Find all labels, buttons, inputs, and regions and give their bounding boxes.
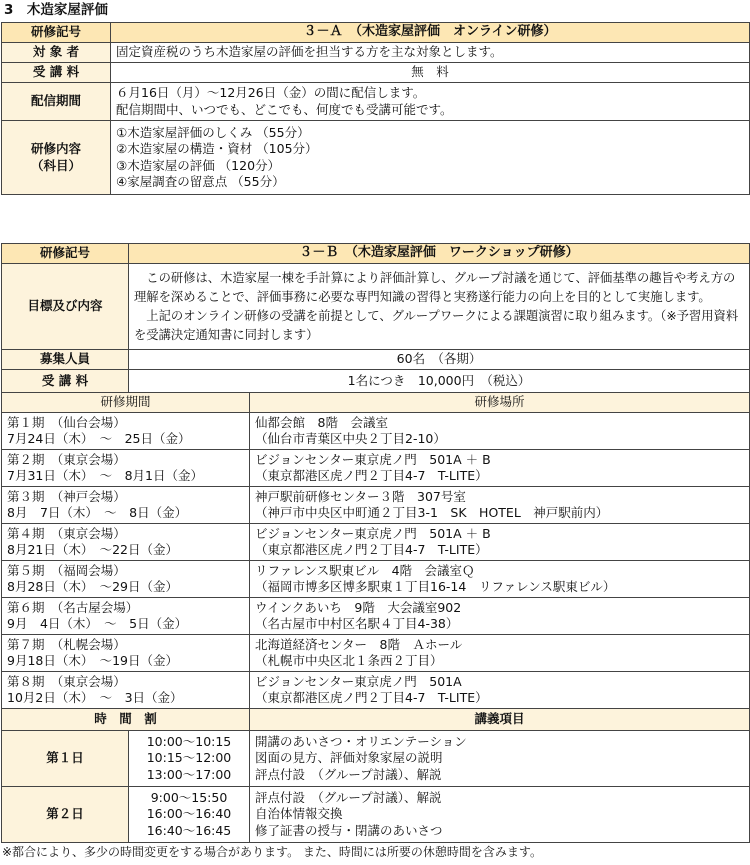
fee-label-a: 受 講 料 xyxy=(2,63,111,83)
topics-header: 講義項目 xyxy=(250,709,750,731)
goal-content xyxy=(129,264,750,350)
venue-name: ウインクあいち 9階 大会議室902 xyxy=(255,599,462,615)
venue-address: （東京都港区虎ノ門２丁目4-7 T-LITE） xyxy=(255,690,488,705)
session-dates: 8月 7日（木） ～ 8日（金） xyxy=(7,505,188,520)
content-item: ①木造家屋評価のしくみ （55分） xyxy=(116,125,310,140)
day-label: 第２日 xyxy=(2,787,129,843)
capacity-value: 60名 （各期） xyxy=(129,350,750,370)
topic-item: 修了証書の授与・閉講のあいさつ xyxy=(255,822,443,838)
day-times xyxy=(129,731,250,787)
goal-paragraph: 上記のオンライン研修の受講を前提として、グループワークによる課題演習に取り組みます。（※予習用資料を受講決定通知書に同封します） xyxy=(134,309,739,342)
session-venue xyxy=(250,413,750,450)
fee-value-a: 無 料 xyxy=(111,63,750,83)
target-label: 対 象 者 xyxy=(2,43,111,63)
topic-item: 評点付設 （グループ討議）、解説 xyxy=(255,766,442,782)
venue-header: 研修場所 xyxy=(250,393,750,413)
session-period xyxy=(2,413,250,450)
fee-value-b: 1名につき 10,000円 （税込） xyxy=(129,370,750,393)
content-label xyxy=(2,121,111,195)
venue-name: 仙都会館 8階 会議室 xyxy=(255,414,388,430)
topic-item: 自治体情報交換 xyxy=(255,806,343,822)
section-heading: 3 木造家屋評価 xyxy=(4,2,108,18)
session-term: 第３期 （神戸会場） xyxy=(7,488,126,504)
day-topics xyxy=(250,731,750,787)
session-venue xyxy=(250,487,750,524)
content-item: ②木造家屋の構造・資材 （105分） xyxy=(116,141,318,157)
session-period xyxy=(2,598,250,635)
day-times xyxy=(129,787,250,843)
venue-name: ビジョンセンター東京虎ノ門 501A xyxy=(255,673,462,689)
day-topics xyxy=(250,787,750,843)
session-venue xyxy=(250,450,750,487)
time-slot: 16:00～16:40 xyxy=(146,806,232,822)
content-item: ③木造家屋の評価 （120分） xyxy=(116,157,281,173)
session-venue xyxy=(250,561,750,598)
capacity-label: 募集人員 xyxy=(2,350,129,370)
session-period xyxy=(2,450,250,487)
session-term: 第８期 （東京会場） xyxy=(7,673,126,689)
venue-name: 北海道経済センター 8階 Ａホール xyxy=(255,636,463,652)
session-venue xyxy=(250,598,750,635)
session-term: 第４期 （東京会場） xyxy=(7,525,126,541)
venue-address: （名古屋市中村区名駅４丁目4-38） xyxy=(255,616,459,631)
table-3a-title: ３－Ａ （木造家屋評価 オンライン研修） xyxy=(111,23,750,43)
schedule-header: 時 間 割 xyxy=(2,709,250,731)
venue-name: 神戸駅前研修センター３階 307号室 xyxy=(255,488,466,504)
session-term: 第７期 （札幌会場） xyxy=(7,636,126,652)
goal-label: 目標及び内容 xyxy=(2,264,129,350)
content-label-line: （科目） xyxy=(30,157,81,173)
session-dates: 10月2日（木） ～ 3日（金） xyxy=(7,690,183,705)
fee-label-b: 受 講 料 xyxy=(2,370,129,393)
session-dates: 7月31日（木） ～ 8月1日（金） xyxy=(7,468,204,483)
table-3a-code-label: 研修記号 xyxy=(2,23,111,43)
venue-address: （福岡市博多区博多駅東１丁目16-14 リファレンス駅東ビル） xyxy=(255,579,616,594)
session-term: 第１期 （仙台会場） xyxy=(7,414,126,430)
venue-address: （東京都港区虎ノ門２丁目4-7 T-LITE） xyxy=(255,468,488,483)
session-period xyxy=(2,561,250,598)
time-slot: 13:00～17:00 xyxy=(146,766,232,782)
day-label: 第１日 xyxy=(2,731,129,787)
session-dates: 7月24日（木） ～ 25日（金） xyxy=(7,431,191,446)
venue-address: （仙台市青葉区中央２丁目2-10） xyxy=(255,431,446,446)
table-3b-code-label: 研修記号 xyxy=(2,244,129,264)
topic-item: 図面の見方、評価対象家屋の説明 xyxy=(255,750,443,766)
venue-name: ビジョンセンター東京虎ノ門 501A ＋ B xyxy=(255,525,491,541)
content-list xyxy=(111,121,750,195)
time-slot: 10:15～12:00 xyxy=(146,750,232,766)
session-venue xyxy=(250,524,750,561)
session-dates: 9月 4日（木） ～ 5日（金） xyxy=(7,616,188,631)
period-header: 研修期間 xyxy=(2,393,250,413)
venue-address: （神戸市中央区中町通２丁目3-1 SK HOTEL 神戸駅前内） xyxy=(255,505,609,520)
period-line: 配信期間中、いつでも、どこでも、何度でも受講可能です。 xyxy=(116,101,453,117)
table-3a xyxy=(1,22,750,195)
table-3b-title: ３－Ｂ （木造家屋評価 ワークショップ研修） xyxy=(129,244,750,264)
venue-address: （東京都港区虎ノ門２丁目4-7 T-LITE） xyxy=(255,542,488,557)
session-venue xyxy=(250,672,750,709)
session-dates: 8月28日（木） ～29日（金） xyxy=(7,579,179,594)
period-label: 配信期間 xyxy=(2,83,111,121)
footnote: ※都合により、多少の時間変更をする場合があります。 また、時間には所要の休憩時間を含みます。 xyxy=(2,845,542,859)
session-dates: 9月18日（木） ～19日（金） xyxy=(7,653,179,668)
goal-paragraph: この研修は、木造家屋一棟を手計算により評価計算し、グループ討議を通じて、評価基準の趣旨や考え方の理解を深めることで、評価事務に必要な専門知識の習得と実務遂行能力の向上を目的として実施します。 xyxy=(134,271,736,304)
session-term: 第２期 （東京会場） xyxy=(7,451,126,467)
session-period xyxy=(2,487,250,524)
topic-item: 開講のあいさつ・オリエンテーション xyxy=(255,734,467,750)
time-slot: 9:00～15:50 xyxy=(150,790,228,806)
period-value xyxy=(111,83,750,121)
content-label-line: 研修内容 xyxy=(30,141,81,157)
time-slot: 16:40～16:45 xyxy=(146,822,232,838)
topic-item: 評点付設 （グループ討議）、解説 xyxy=(255,790,442,806)
session-period xyxy=(2,672,250,709)
content-item: ④家屋調査の留意点 （55分） xyxy=(116,173,285,189)
session-dates: 8月21日（木） ～22日（金） xyxy=(7,542,179,557)
target-value: 固定資産税のうち木造家屋の評価を担当する方を主な対象とします。 xyxy=(111,43,750,63)
session-period xyxy=(2,524,250,561)
venue-address: （札幌市中央区北１条西２丁目） xyxy=(255,653,443,668)
table-3b xyxy=(1,243,750,843)
venue-name: リファレンス駅東ビル 4階 会議室Ｑ xyxy=(255,562,475,578)
time-slot: 10:00～10:15 xyxy=(146,734,232,750)
session-term: 第５期 （福岡会場） xyxy=(7,562,126,578)
session-period xyxy=(2,635,250,672)
period-line: ６月16日（月）～12月26日（金）の間に配信します。 xyxy=(116,85,426,101)
venue-name: ビジョンセンター東京虎ノ門 501A ＋ B xyxy=(255,451,491,467)
session-venue xyxy=(250,635,750,672)
session-term: 第６期 （名古屋会場） xyxy=(7,599,139,615)
